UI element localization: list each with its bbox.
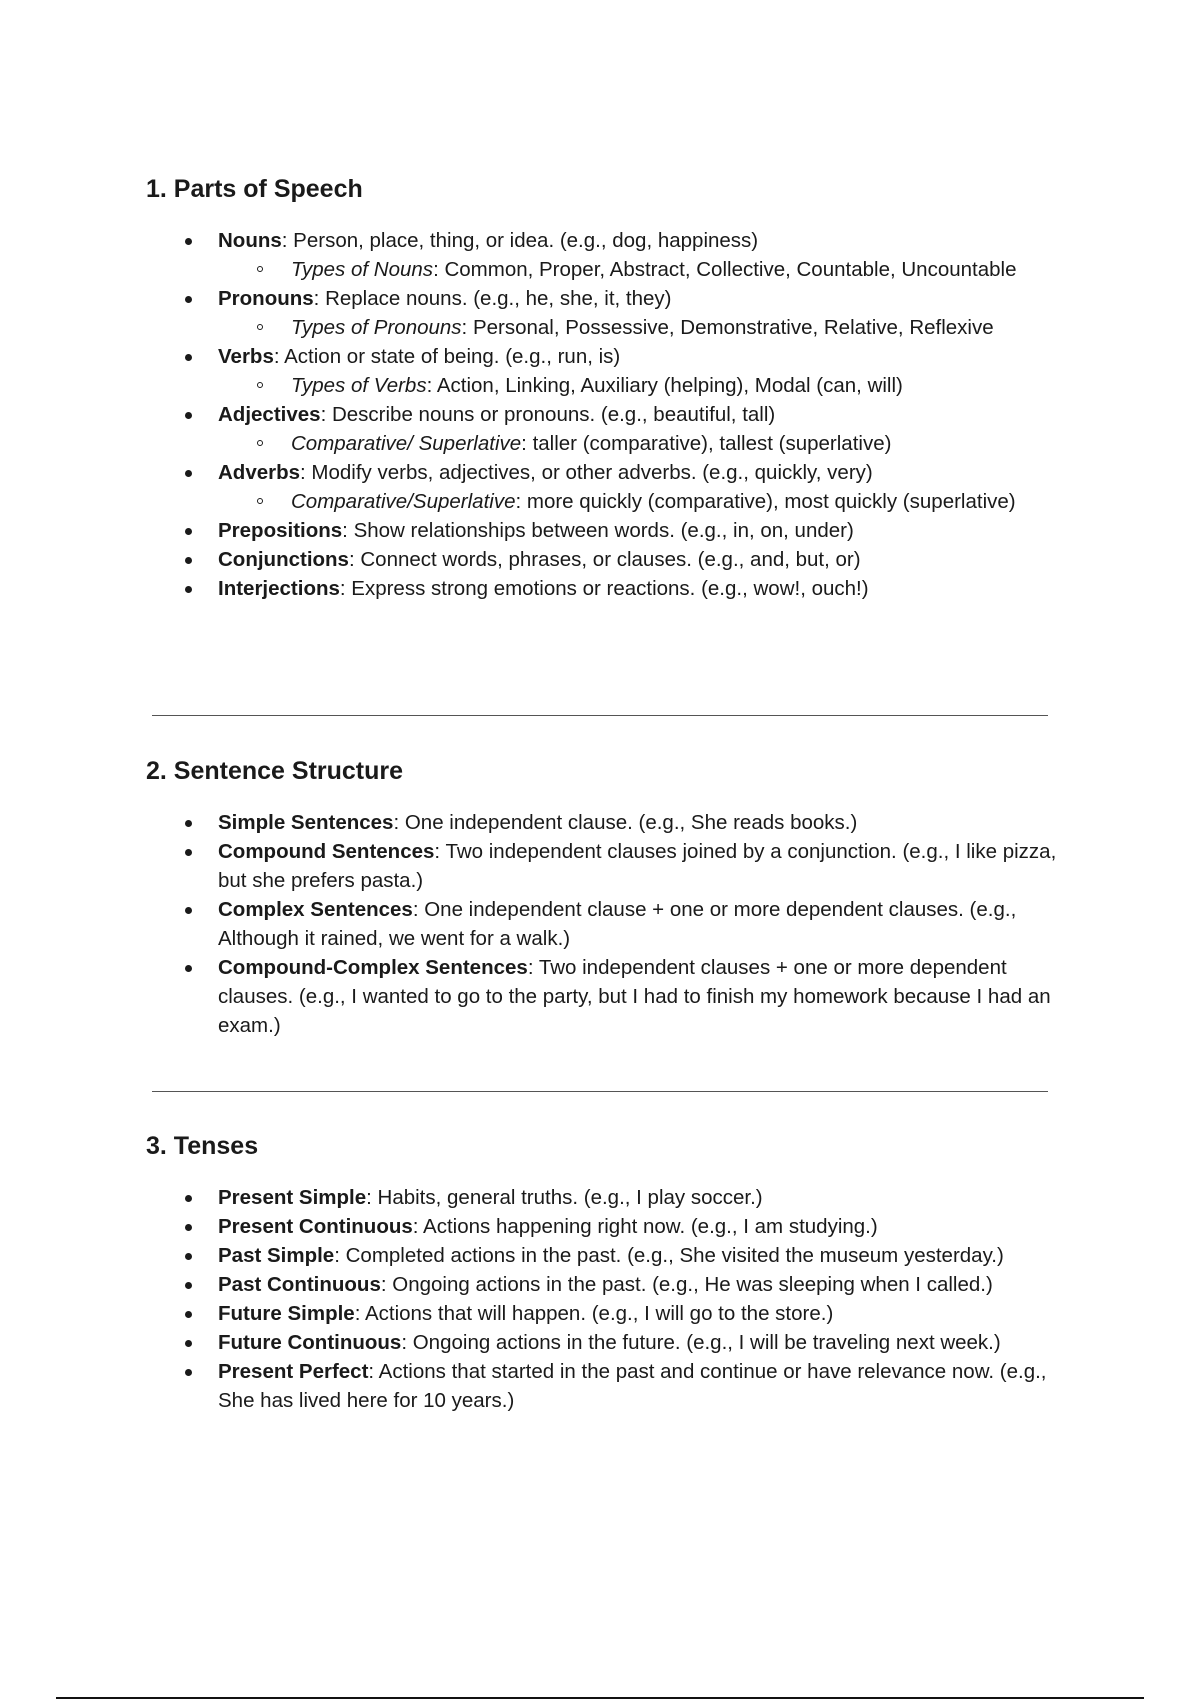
bullet-list xyxy=(146,226,1066,603)
list-item xyxy=(218,284,1066,342)
section-parts-of-speech xyxy=(146,174,1066,603)
list-item-term: Present Continuous xyxy=(218,1215,413,1238)
sub-list-item-text: : Common, Proper, Abstract, Collective, Countable, Uncountable xyxy=(433,258,1017,281)
list-item xyxy=(218,545,1066,574)
list-item xyxy=(218,400,1066,458)
list-item xyxy=(218,1299,1066,1328)
list-item-term: Complex Sentences xyxy=(218,898,413,921)
list-item-term: Interjections xyxy=(218,577,340,600)
list-item-text: : Completed actions in the past. (e.g., She visited the museum yesterday.) xyxy=(334,1244,1004,1267)
list-item xyxy=(218,1212,1066,1241)
sub-list xyxy=(218,487,1066,516)
sub-list xyxy=(218,313,1066,342)
list-item xyxy=(218,1270,1066,1299)
sub-list-item-text: : Personal, Possessive, Demonstrative, Relative, Reflexive xyxy=(461,316,994,339)
horizontal-divider xyxy=(152,715,1048,716)
sub-list-item xyxy=(291,429,1066,458)
list-item xyxy=(218,226,1066,284)
list-item-text: : Replace nouns. (e.g., he, she, it, they) xyxy=(313,287,672,310)
sub-list-item-text: : taller (comparative), tallest (superlative) xyxy=(521,432,892,455)
list-item xyxy=(218,342,1066,400)
list-item xyxy=(218,837,1066,895)
list-item-term: Adverbs xyxy=(218,461,301,484)
list-item xyxy=(218,808,1066,837)
sub-list-item xyxy=(291,313,1066,342)
list-item-text: : Two independent clauses + one or more dependent clauses. (e.g., I wanted to go to the party, but I had to finish my homework because I had an exam.) xyxy=(218,956,1051,1037)
list-item-term: Verbs xyxy=(218,345,274,368)
bullet-list xyxy=(146,808,1066,1040)
list-item-term: Future Continuous xyxy=(218,1331,402,1354)
list-item xyxy=(218,458,1066,516)
sub-list-item xyxy=(291,371,1066,400)
list-item-text: : Connect words, phrases, or clauses. (e.g., and, but, or) xyxy=(348,548,861,571)
sub-list-item-text: : Action, Linking, Auxiliary (helping), Modal (can, will) xyxy=(426,374,903,397)
list-item xyxy=(218,1183,1066,1212)
list-item-text: : Action or state of being. (e.g., run, is) xyxy=(273,345,621,368)
sub-list xyxy=(218,255,1066,284)
sub-list-item-term: Types of Pronouns xyxy=(291,316,462,339)
list-item-term: Past Continuous xyxy=(218,1273,381,1296)
sub-list xyxy=(218,429,1066,458)
list-item-term: Past Simple xyxy=(218,1244,335,1267)
list-item xyxy=(218,953,1066,1040)
list-item-text: : One independent clause + one or more dependent clauses. (e.g., Although it rained, we went for a walk.) xyxy=(218,898,1017,950)
list-item-text: : Actions happening right now. (e.g., I am studying.) xyxy=(412,1215,878,1238)
sub-list-item xyxy=(291,487,1066,516)
page-bottom-border xyxy=(56,1697,1144,1699)
list-item-term: Compound-Complex Sentences xyxy=(218,956,528,979)
list-item-text: : Person, place, thing, or idea. (e.g., dog, happiness) xyxy=(281,229,759,252)
list-item-term: Simple Sentences xyxy=(218,811,394,834)
list-item xyxy=(218,516,1066,545)
sub-list xyxy=(218,371,1066,400)
list-item xyxy=(218,1328,1066,1357)
list-item-term: Nouns xyxy=(218,229,282,252)
bullet-list xyxy=(146,1183,1066,1415)
list-item xyxy=(218,1241,1066,1270)
list-item-term: Future Simple xyxy=(218,1302,355,1325)
list-item-term: Present Perfect xyxy=(218,1360,369,1383)
sub-list-item-term: Types of Verbs xyxy=(291,374,427,397)
sub-list-item-term: Comparative/Superlative xyxy=(291,490,516,513)
section-heading: 3. Tenses xyxy=(146,1132,259,1160)
section-tenses xyxy=(146,1131,1066,1415)
sub-list-item-term: Comparative/ Superlative xyxy=(291,432,522,455)
sub-list-item-text: : more quickly (comparative), most quickly (superlative) xyxy=(515,490,1016,513)
list-item-text: : Express strong emotions or reactions. (e.g., wow!, ouch!) xyxy=(339,577,869,600)
list-item-term: Present Simple xyxy=(218,1186,367,1209)
list-item-text: : Ongoing actions in the past. (e.g., He was sleeping when I called.) xyxy=(380,1273,993,1296)
list-item-text: : Describe nouns or pronouns. (e.g., beautiful, tall) xyxy=(320,403,776,426)
sub-list-item-term: Types of Nouns xyxy=(291,258,434,281)
list-item-term: Conjunctions xyxy=(218,548,349,571)
list-item xyxy=(218,574,1066,603)
list-item-text: : Modify verbs, adjectives, or other adverbs. (e.g., quickly, very) xyxy=(300,461,873,484)
list-item-text: : One independent clause. (e.g., She reads books.) xyxy=(393,811,858,834)
list-item xyxy=(218,1357,1066,1415)
horizontal-divider xyxy=(152,1091,1048,1092)
list-item-text: : Actions that will happen. (e.g., I will go to the store.) xyxy=(354,1302,834,1325)
list-item-text: : Actions that started in the past and continue or have relevance now. (e.g., She has lived here for 10 years.) xyxy=(218,1360,1047,1412)
section-sentence-structure xyxy=(146,756,1066,1040)
list-item-text: : Habits, general truths. (e.g., I play soccer.) xyxy=(366,1186,763,1209)
section-heading: 1. Parts of Speech xyxy=(146,175,363,203)
list-item-text: : Ongoing actions in the future. (e.g., I will be traveling next week.) xyxy=(401,1331,1001,1354)
list-item-text: : Two independent clauses joined by a conjunction. (e.g., I like pizza, but she prefers pasta.) xyxy=(218,840,1057,892)
sub-list-item xyxy=(291,255,1066,284)
list-item xyxy=(218,895,1066,953)
list-item-term: Compound Sentences xyxy=(218,840,435,863)
list-item-term: Prepositions xyxy=(218,519,343,542)
list-item-term: Adjectives xyxy=(218,403,321,426)
list-item-text: : Show relationships between words. (e.g., in, on, under) xyxy=(342,519,854,542)
list-item-term: Pronouns xyxy=(218,287,314,310)
section-heading: 2. Sentence Structure xyxy=(146,757,404,785)
